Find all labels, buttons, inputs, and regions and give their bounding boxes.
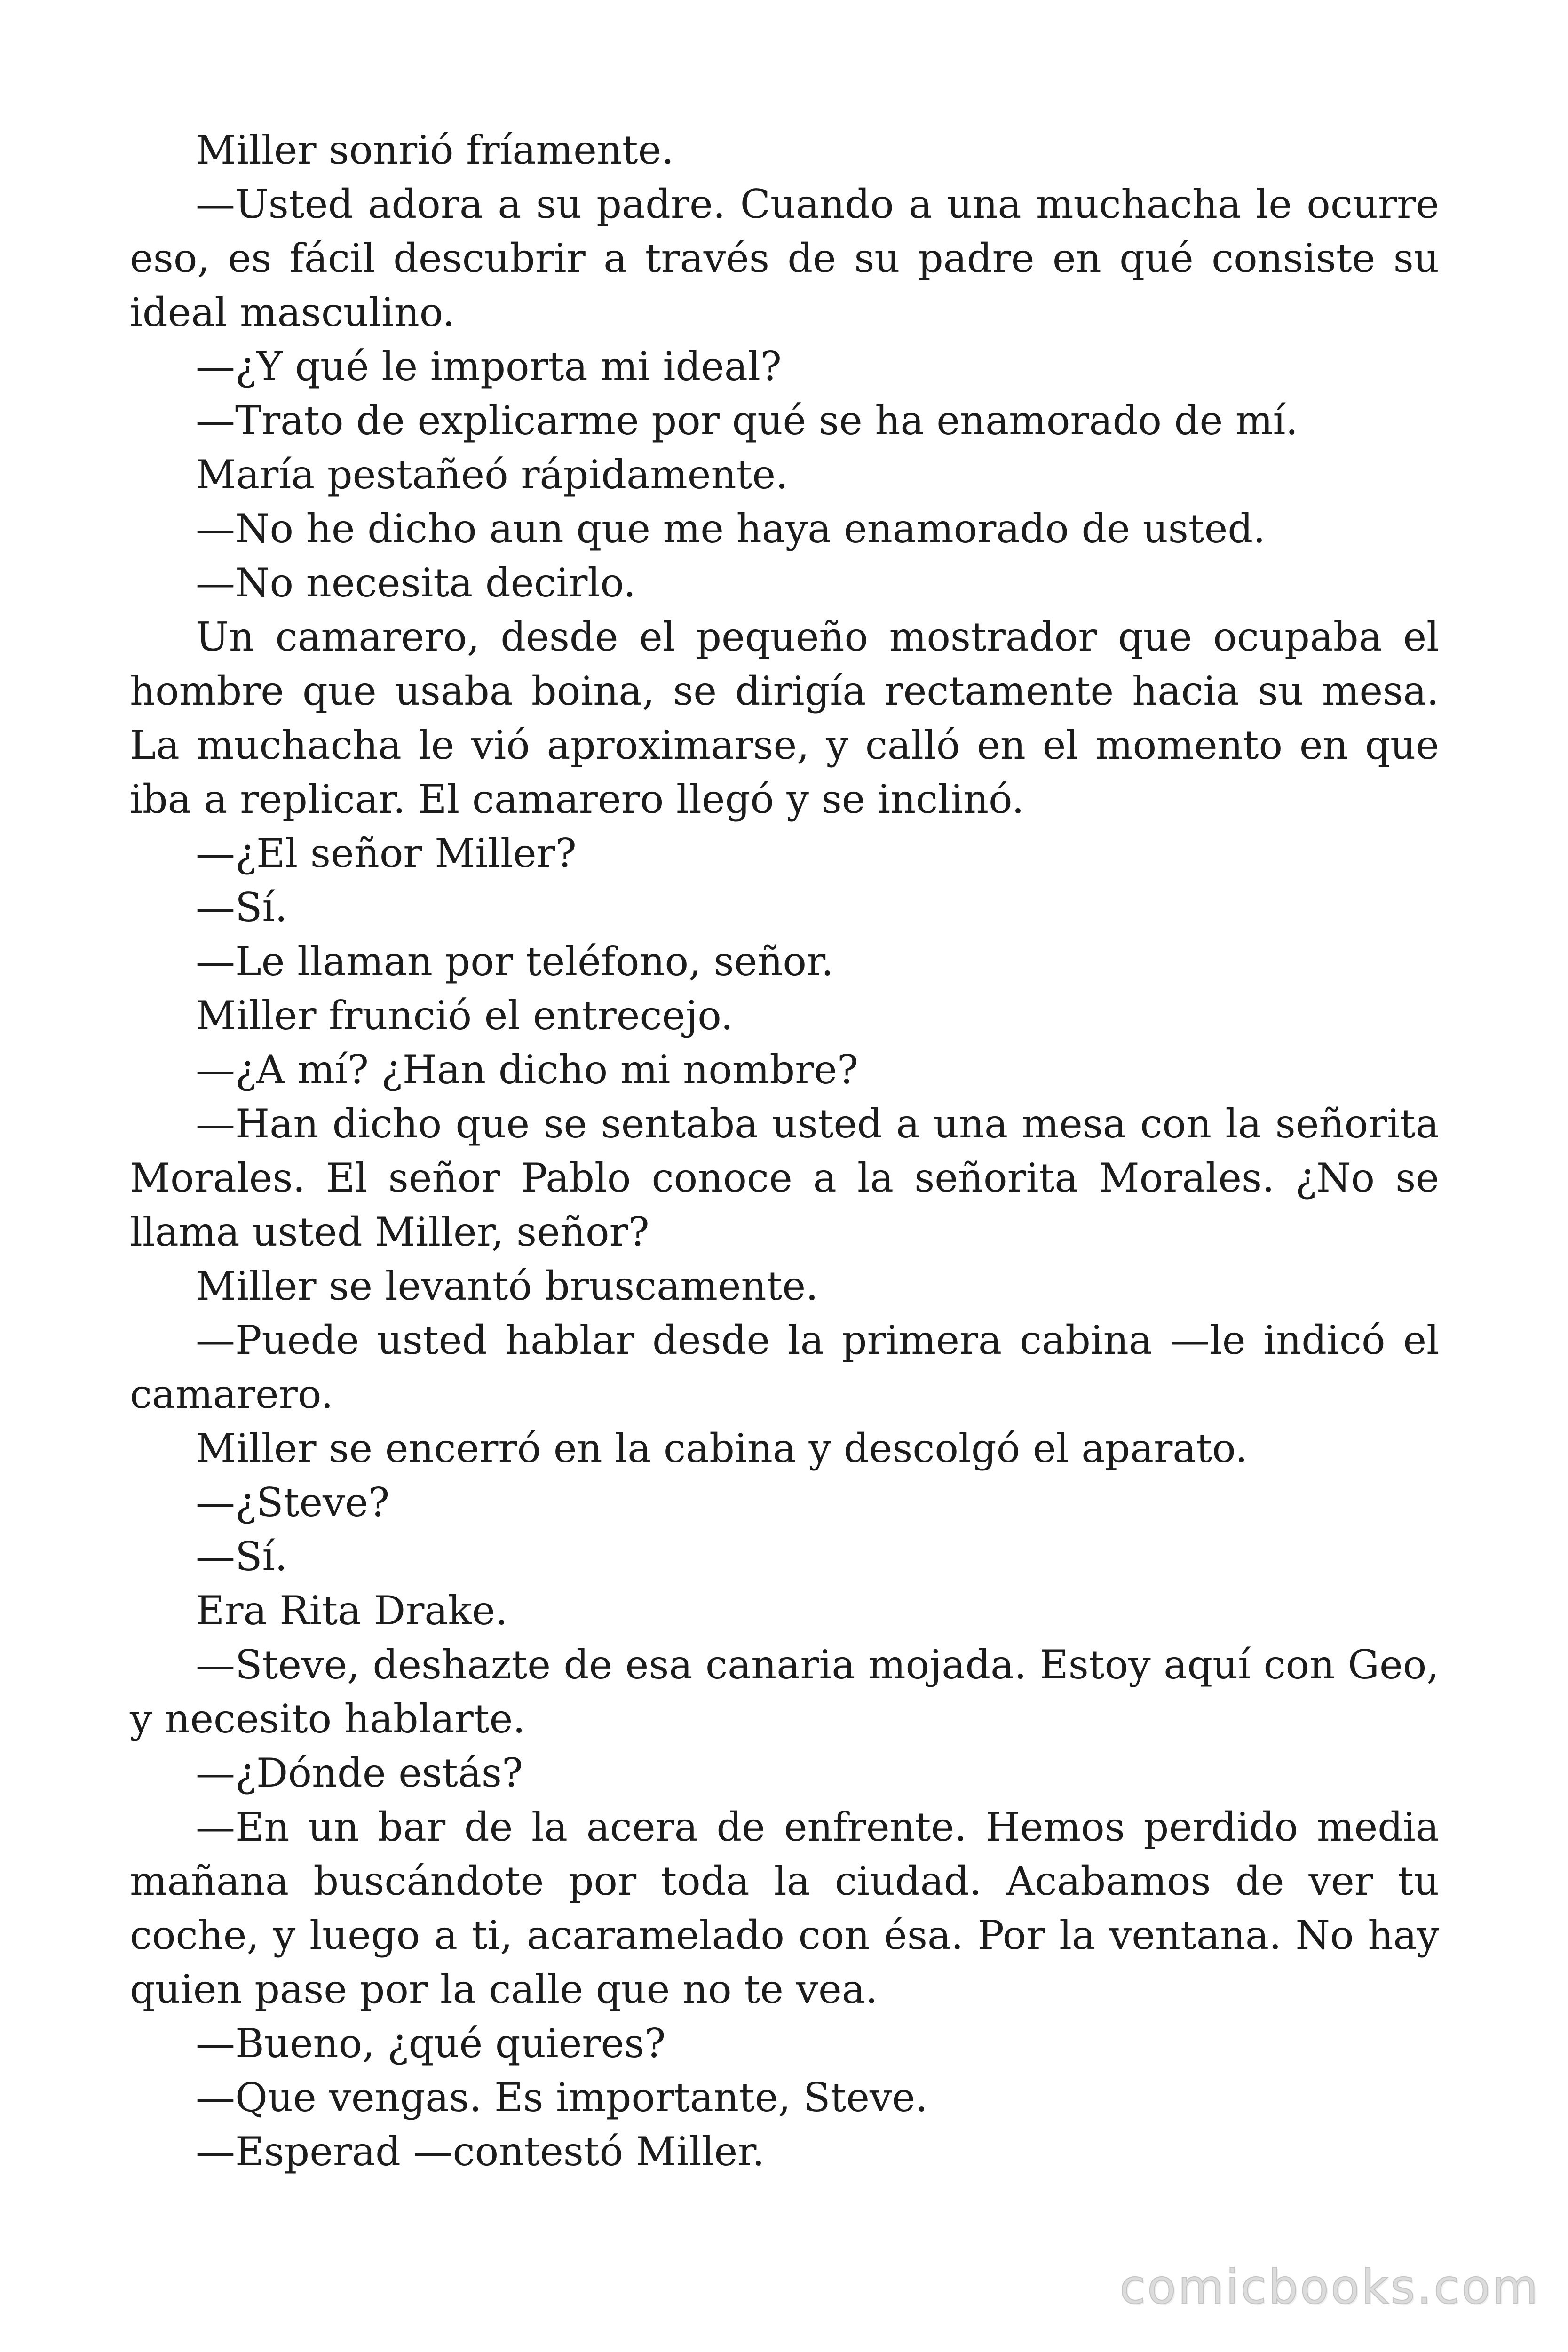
paragraph: —No necesita decirlo. — [196, 560, 636, 606]
paragraph: —¿Dónde estás? — [196, 1750, 523, 1796]
paragraph: —¿A mí? ¿Han dicho mi nombre? — [196, 1047, 859, 1093]
paragraph: —Puede usted hablar desde la primera cabina —le indicó el camarero. — [130, 1317, 1439, 1417]
paragraph: Miller se encerró en la cabina y descolgó el aparato. — [196, 1425, 1248, 1471]
paragraph: —Han dicho que se sentaba usted a una mesa con la señorita Morales. El señor Pablo conoce a la señorita Morales. ¿No se llama usted Miller, señor? — [130, 1101, 1439, 1255]
paragraph: —En un bar de la acera de enfrente. Hemos perdido media mañana buscándote por toda la ciudad. Acabamos de ver tu coche, y luego a ti, acaramelado con ésa. Por la ventana. No hay quien pase por la calle que no te vea. — [130, 1804, 1439, 2012]
paragraph: Miller se levantó bruscamente. — [196, 1263, 818, 1309]
paragraph: Era Rita Drake. — [196, 1588, 508, 1634]
paragraph: —Steve, deshazte de esa canaria mojada. Estoy aquí con Geo, y necesito hablarte. — [130, 1642, 1439, 1742]
paragraph: —Esperad —contestó Miller. — [196, 2129, 765, 2175]
watermark: comicbooks.com — [1119, 2259, 1540, 2314]
paragraph: —No he dicho aun que me haya enamorado de usted. — [196, 506, 1266, 552]
paragraph: —¿El señor Miller? — [196, 830, 577, 876]
paragraph: —Le llaman por teléfono, señor. — [196, 938, 834, 985]
paragraph: —Sí. — [196, 1534, 288, 1580]
paragraph: Miller sonrió fríamente. — [196, 127, 674, 173]
paragraph: —Sí. — [196, 884, 288, 930]
paragraph: —Usted adora a su padre. Cuando a una muchacha le ocurre eso, es fácil descubrir a través de su padre en qué consiste su ideal masculino. — [130, 181, 1439, 335]
page-text — [130, 123, 1439, 2179]
paragraph: —¿Steve? — [196, 1479, 390, 1526]
paragraph: —Bueno, ¿qué quieres? — [196, 2020, 666, 2066]
paragraph: —Que vengas. Es importante, Steve. — [196, 2074, 928, 2121]
paragraph: —¿Y qué le importa mi ideal? — [196, 343, 782, 389]
paragraph: Un camarero, desde el pequeño mostrador que ocupaba el hombre que usaba boina, se dirigía rectamente hacia su mesa. La muchacha le vió aproximarse, y calló en el momento en que iba a replicar. El camarero llegó y se inclinó. — [130, 614, 1439, 822]
paragraph: Miller frunció el entrecejo. — [196, 993, 734, 1039]
paragraph: María pestañeó rápidamente. — [196, 452, 788, 498]
paragraph: —Trato de explicarme por qué se ha enamorado de mí. — [196, 397, 1299, 444]
